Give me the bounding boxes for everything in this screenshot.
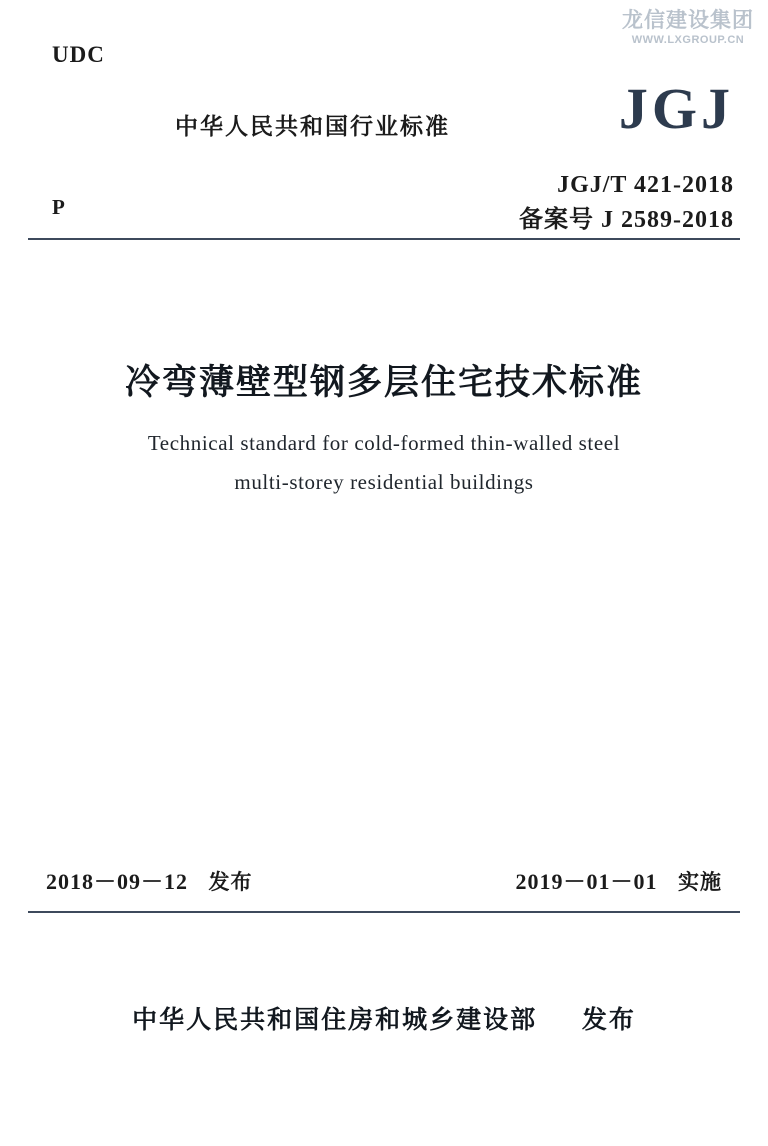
- issue-date: 2018－09－12: [46, 869, 189, 894]
- issue-date-label: 发布: [208, 870, 253, 894]
- watermark-url-label: WWW.LXGROUP.CN: [631, 34, 745, 47]
- title-english: [0, 424, 768, 502]
- udc-label: UDC: [52, 42, 105, 67]
- classification-label: P: [52, 195, 65, 219]
- ministry-line: 中华人民共和国行业标准: [175, 114, 450, 140]
- watermark: [622, 8, 754, 46]
- issuer-publish-label: 发布: [581, 1005, 636, 1034]
- watermark-company-label: 龙信建设集团: [622, 8, 754, 32]
- issuer-name: 中华人民共和国住房和城乡建设部: [132, 1005, 538, 1034]
- divider-top: [28, 238, 740, 240]
- effective-date: 2019－01－01: [515, 869, 658, 894]
- issue-date-group: [46, 865, 253, 896]
- title-english-line2: multi-storey residential buildings: [234, 469, 534, 494]
- standard-number-block: [519, 168, 734, 238]
- dates-row: [46, 865, 722, 896]
- jgj-logo: JGJ: [618, 76, 734, 141]
- effective-date-label: 实施: [678, 870, 722, 894]
- standard-number: JGJ/T 421-2018: [557, 172, 734, 198]
- title-chinese: 冷弯薄壁型钢多层住宅技术标准: [124, 363, 643, 403]
- title-english-line1: Technical standard for cold-formed thin-walled steel: [147, 431, 621, 455]
- issuer-line: [0, 1000, 768, 1036]
- effective-date-group: [515, 865, 722, 896]
- divider-bottom: [28, 911, 740, 913]
- record-number: 备案号 J 2589-2018: [519, 206, 734, 233]
